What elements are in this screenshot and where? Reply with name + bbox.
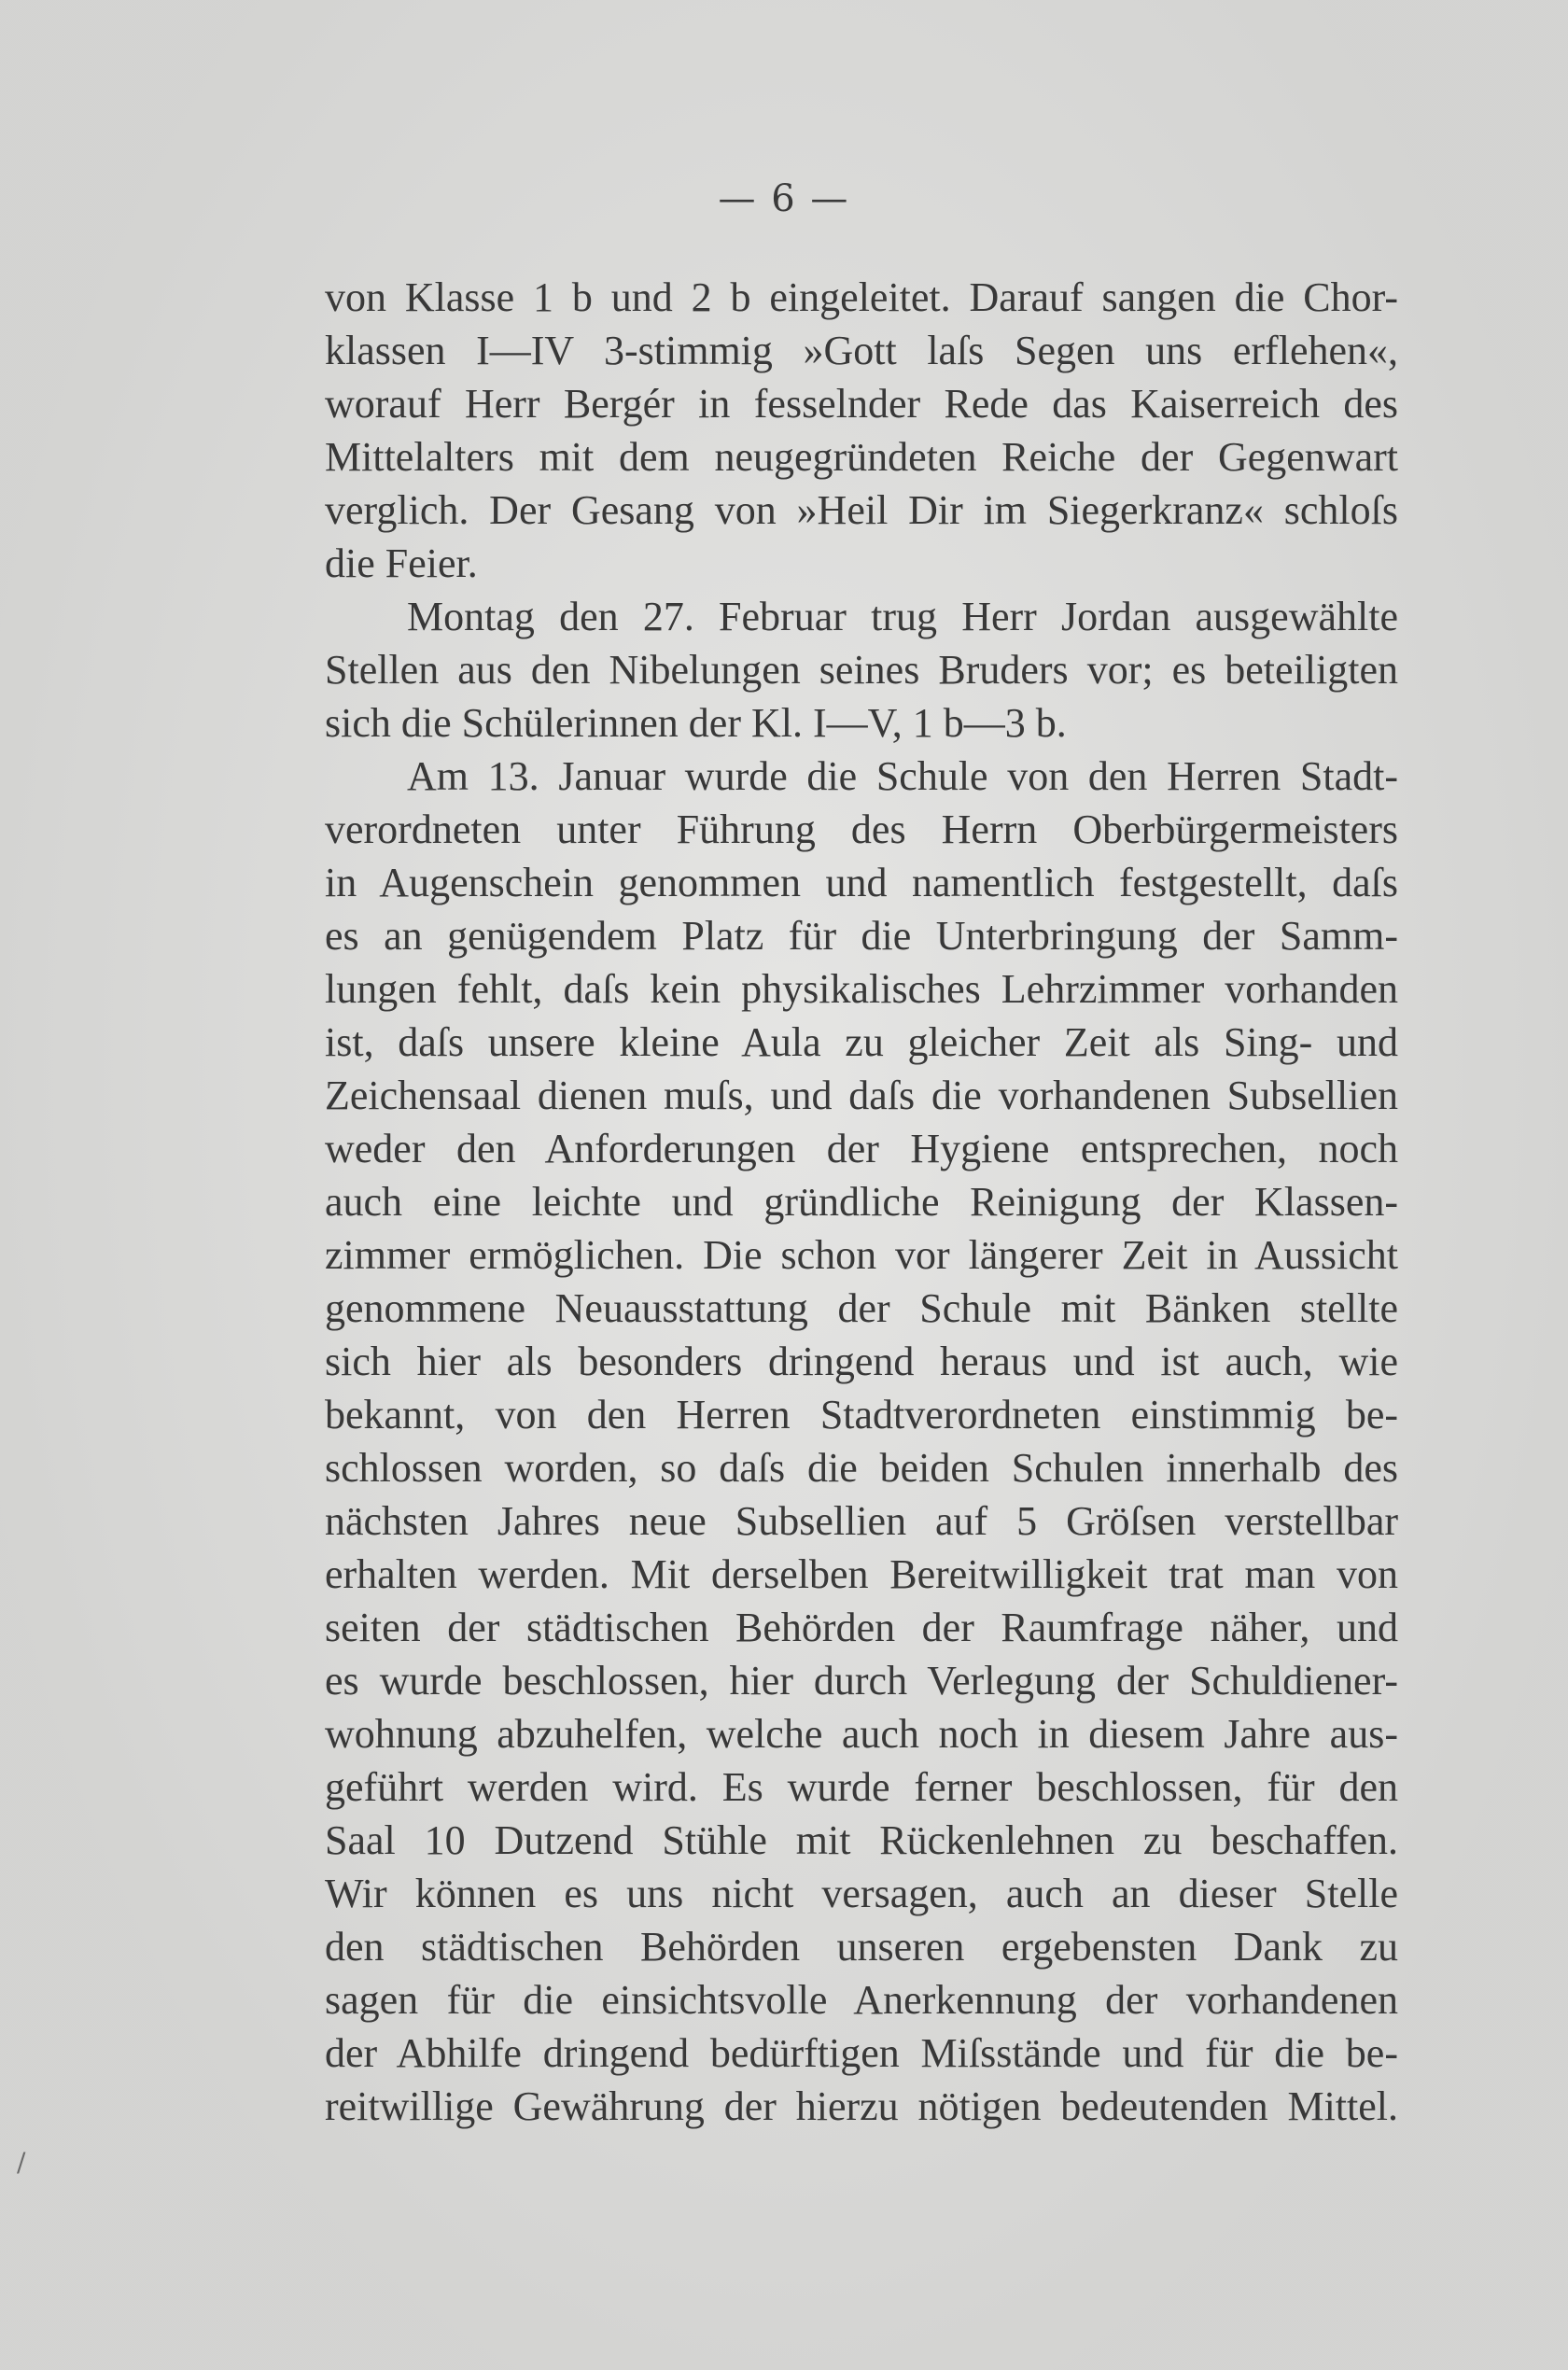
text-line: verglich. Der Gesang von »Heil Dir im Siegerkranz« schloſs — [325, 487, 1398, 533]
text-line: auch eine leichte und gründliche Reinigung der Klassen- — [325, 1179, 1398, 1225]
text-line: zimmer ermöglichen. Die schon vor längerer Zeit in Aussicht — [325, 1232, 1398, 1278]
text-line: sich die Schülerinnen der Kl. I—V, 1 b—3 b. — [325, 700, 1067, 746]
text-line: nächsten Jahres neue Subsellien auf 5 Gröſsen verstellbar — [325, 1498, 1398, 1544]
text-line: der Abhilfe dringend bedürftigen Miſsstände und für die be- — [325, 2030, 1398, 2076]
text-line: geführt werden wird. Es wurde ferner beschlossen, für den — [325, 1764, 1398, 1810]
text-line: sich hier als besonders dringend heraus und ist auch, wie — [325, 1339, 1398, 1384]
text-line: bekannt, von den Herren Stadtverordneten einstimmig be- — [325, 1392, 1398, 1437]
text-line: es an genügendem Platz für die Unterbringung der Samm- — [325, 913, 1398, 959]
text-line: Montag den 27. Februar trug Herr Jordan ausgewählte — [407, 594, 1398, 639]
text-line: die Feier. — [325, 540, 478, 586]
text-line: wohnung abzuhelfen, welche auch noch in diesem Jahre aus- — [325, 1711, 1398, 1757]
text-line: den städtischen Behörden unseren ergebensten Dank zu — [325, 1924, 1398, 1970]
text-line: erhalten werden. Mit derselben Bereitwilligkeit trat man von — [325, 1551, 1398, 1597]
text-line: ist, daſs unsere kleine Aula zu gleicher Zeit als Sing- und — [325, 1019, 1398, 1065]
text-line: reitwillige Gewährung der hierzu nötigen bedeutenden Mittel. — [325, 2083, 1398, 2129]
margin-mark: / — [17, 2147, 26, 2178]
text-line: Stellen aus den Nibelungen seines Bruders vor; es beteiligten — [325, 647, 1398, 693]
text-line: sagen für die einsichtsvolle Anerkennung der vorhandenen — [325, 1977, 1398, 2023]
text-line: verordneten unter Führung des Herrn Oberbürgermeisters — [325, 806, 1398, 852]
text-line: von Klasse 1 b und 2 b eingeleitet. Darauf sangen die Chor- — [325, 274, 1398, 320]
text-line: lungen fehlt, daſs kein physikalisches Lehrzimmer vorhanden — [325, 966, 1398, 1012]
text-line: seiten der städtischen Behörden der Raumfrage näher, und — [325, 1605, 1398, 1650]
text-line: Saal 10 Dutzend Stühle mit Rückenlehnen zu beschaffen. — [325, 1817, 1398, 1863]
text-line: genommene Neuausstattung der Schule mit Bänken stellte — [325, 1285, 1398, 1331]
text-line: Am 13. Januar wurde die Schule von den Herren Stadt- — [407, 753, 1398, 799]
text-line: es wurde beschlossen, hier durch Verlegung der Schuldiener- — [325, 1658, 1398, 1704]
text-line: Wir können es uns nicht versagen, auch an dieser Stelle — [325, 1871, 1398, 1916]
text-line: Mittelalters mit dem neugegründeten Reiche der Gegenwart — [325, 434, 1398, 480]
text-line: worauf Herr Bergér in fesselnder Rede das Kaiserreich des — [325, 381, 1398, 427]
text-line: in Augenschein genommen und namentlich festgestellt, daſs — [325, 860, 1398, 905]
text-line: Zeichensaal dienen muſs, und daſs die vorhandenen Subsellien — [325, 1073, 1398, 1118]
text-line: klassen I—IV 3-stimmig »Gott laſs Segen uns erflehen«, — [325, 328, 1398, 373]
page-number: — 6 — — [718, 177, 850, 220]
text-line: schlossen worden, so daſs die beiden Schulen innerhalb des — [325, 1445, 1398, 1491]
body-text — [325, 271, 1398, 2133]
text-line: weder den Anforderungen der Hygiene entsprechen, noch — [325, 1126, 1398, 1171]
